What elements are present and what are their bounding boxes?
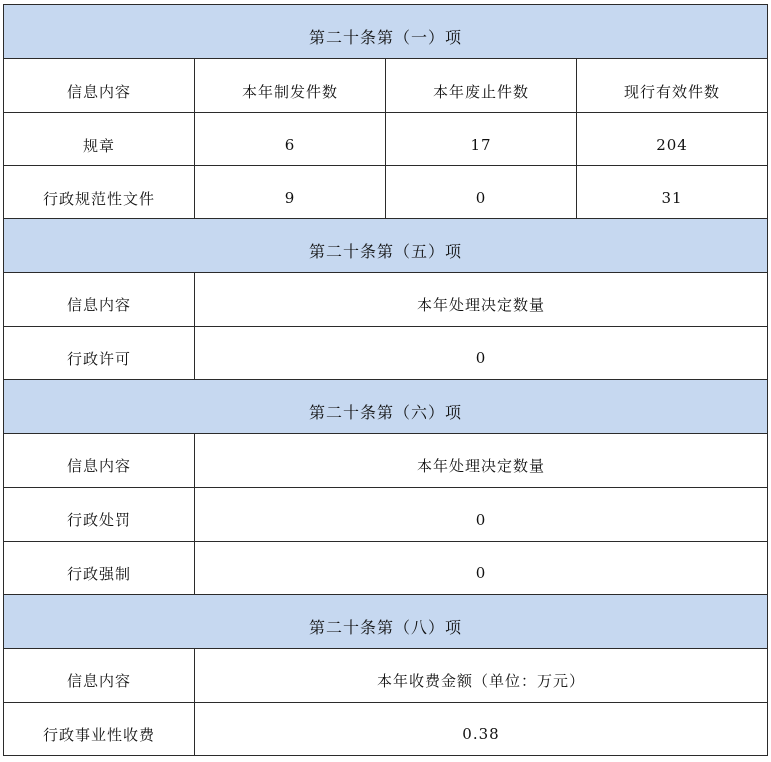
section-title: 第二十条第（五）项 [4,219,768,273]
disclosure-table [3,4,768,756]
section-header-row [4,219,768,273]
column-header: 本年废止件数 [386,59,577,113]
row-label: 行政规范性文件 [4,166,195,219]
row-label: 行政事业性收费 [4,703,195,756]
section-title: 第二十条第（六）项 [4,380,768,434]
table-cell: 17 [386,113,577,166]
section-header-row [4,380,768,434]
row-label: 行政强制 [4,542,195,595]
row-label: 行政处罚 [4,488,195,542]
table-cell: 6 [195,113,386,166]
section-title: 第二十条第（一）项 [4,5,768,59]
table-cell: 0 [195,488,768,542]
column-header: 信息内容 [4,434,195,488]
row-label: 行政许可 [4,327,195,380]
column-header: 本年收费金额（单位：万元） [195,649,768,703]
column-header-row [4,649,768,703]
table-row [4,542,768,595]
table-cell: 0 [386,166,577,219]
row-label: 规章 [4,113,195,166]
column-header: 信息内容 [4,273,195,327]
table-row [4,488,768,542]
column-header-row [4,273,768,327]
table-row [4,703,768,756]
table-cell: 0 [195,327,768,380]
column-header-row [4,434,768,488]
section-title: 第二十条第（八）项 [4,595,768,649]
column-header: 本年处理决定数量 [195,273,768,327]
table-row [4,166,768,219]
table-cell: 31 [577,166,768,219]
table-row [4,113,768,166]
section-header-row [4,5,768,59]
column-header: 现行有效件数 [577,59,768,113]
column-header-row [4,59,768,113]
section-header-row [4,595,768,649]
table-cell: 0.38 [195,703,768,756]
column-header: 信息内容 [4,59,195,113]
table-cell: 0 [195,542,768,595]
column-header: 本年制发件数 [195,59,386,113]
column-header: 信息内容 [4,649,195,703]
table-cell: 204 [577,113,768,166]
table-cell: 9 [195,166,386,219]
table-row [4,327,768,380]
column-header: 本年处理决定数量 [195,434,768,488]
